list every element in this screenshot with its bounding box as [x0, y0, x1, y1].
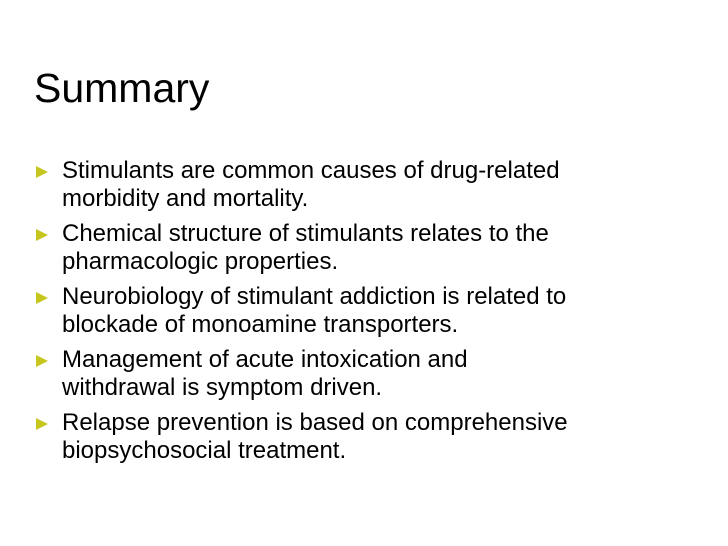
triangle-bullet-icon [36, 292, 48, 304]
bullet-text: Stimulants are common causes of drug-related morbidity and mortality. [62, 157, 560, 212]
triangle-bullet-icon [36, 166, 48, 178]
bullet-text: Relapse prevention is based on comprehensive biopsychosocial treatment. [62, 409, 568, 464]
bullet-list [36, 157, 716, 472]
triangle-bullet-icon [36, 418, 48, 430]
triangle-bullet-icon [36, 229, 48, 241]
list-item [36, 346, 716, 402]
bullet-text: Chemical structure of stimulants relates to the pharmacologic properties. [62, 220, 549, 275]
triangle-bullet-icon [36, 355, 48, 367]
bullet-text: Management of acute intoxication and withdrawal is symptom driven. [62, 346, 468, 401]
list-item [36, 283, 716, 339]
slide-title: Summary [34, 65, 210, 111]
bullet-text: Neurobiology of stimulant addiction is related to blockade of monoamine transporters. [62, 283, 567, 338]
list-item [36, 409, 716, 465]
list-item [36, 220, 716, 276]
list-item [36, 157, 716, 213]
